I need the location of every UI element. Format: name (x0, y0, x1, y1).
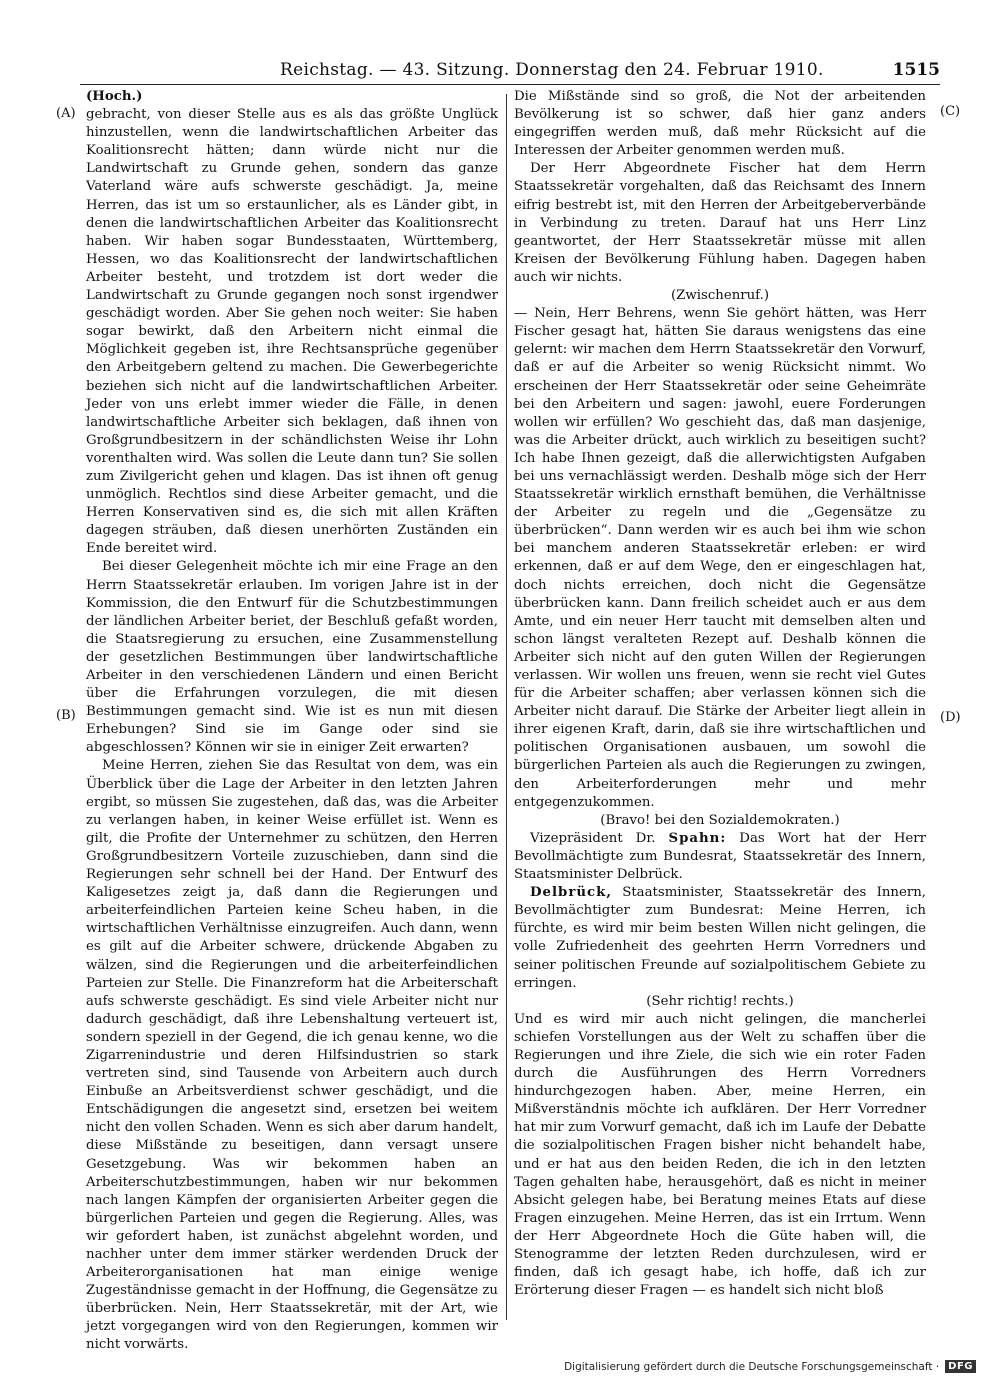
delbrueck-statement (514, 884, 926, 993)
left-paragraph-2: Bei dieser Gelegenheit möchte ich mir eine Frage an den Herrn Staatssekretär erlauben. Im vorigen Jahre ist in der Kommission, die den Entwurf für die Schutzbestimmungen der ländlichen Arbeiter beriet, der Beschluß gefaßt worden, die Staatsregierung zu ersuchen, eine Zusammenstellung der gesetzlichen Bestimmungen über landwirtschaftliche Arbeiter in den verschiedenen Ländern und einen Bericht über die Erfahrungen vorzulegen, die mit diesen Bestimmungen gemacht sind. Wie ist es nun mit diesen Erhebungen? Sind sie im Gange oder sind sie abgeschlossen? Können wir sie in einiger Zeit erwarten? (86, 559, 498, 756)
margin-mark-a: (A) (56, 106, 76, 121)
column-divider (506, 94, 507, 1320)
margin-mark-c: (C) (940, 104, 961, 119)
right-paragraph-3: — Nein, Herr Behrens, wenn Sie gehört hätten, was Herr Fischer gesagt hat, hätten Sie daraus wenigstens das eine gelernt: wir machen dem Herrn Staatssekretär den Vorwurf, daß er auf die Arbeiter so wenig Rücksicht nimmt. Wo erscheinen der Herr Staatssekretär oder seine Geheimräte bei den Arbeitern und sagen: jawohl, euere Forderungen wollen wir erfüllen? Wo geschieht das, daß man dasjenige, was die Arbeiter drückt, auch wirklich zu beseitigen sucht? Ich habe Ihnen gezeigt, daß die allerwichtigsten Aufgaben bei uns vernachlässigt werden. Deshalb möge sich der Herr Staatssekretär wirklich ernsthaft bemühen, die Verhältnisse der Arbeiter zu regeln und die „Gegensätze zu überbrücken“. Dann werden wir es auch bei ihm wie schon bei manchem anderen Staatssekretär erleben: er wird erkennen, daß er auf dem Wege, den er eingeschlagen hat, doch nichts erreichen, doch nicht die Gegensätze überbrücken kann. Dann freilich scheidet auch er aus dem Amte, und ein neuer Herr taucht mit demselben alten und schon längst veralteten Rezept auf. Deshalb können die Arbeiter sich nicht auf den guten Willen der Regierungen verlassen. Wir wollen uns freuen, wenn sie recht viel Gutes für die Arbeiter schaffen; aber verlassen können sich die Arbeiter nicht darauf. Die Stärke der Arbeiter liegt allein in ihrer eigenen Kraft, darin, daß sie ihre wirtschaftlichen und politischen Organisationen ausbauen, um sowohl die bürgerlichen Parteien als auch die Regierungen zu zwingen, den Arbeiterforderungen mehr und mehr entgegenzukommen. (514, 306, 926, 810)
right-paragraph-2: Der Herr Abgeordnete Fischer hat dem Herrn Staatssekretär vorgehalten, daß das Reichsamt des Innern eifrig bestrebt ist, mit den Herren der Arbeitgeberverbände in Verbindung zu treten. Darauf hat uns Herr Linz geantwortet, der Herr Staatssekretär müsse mit allen Kreisen der Bevölkerung Fühlung haben. Dagegen haben auch wir nichts. (514, 161, 926, 285)
dfg-logo-icon: DFG (945, 1360, 976, 1373)
right-column (514, 88, 926, 1300)
vp-text: Das Wort hat der Herr Bevollmächtigte zum Bundesrat, Staatssekretär des Innern, Staatsminister Delbrück. (514, 830, 927, 883)
left-paragraph-3: Meine Herren, ziehen Sie das Resultat von dem, was ein Überblick über die Lage der Arbeiter in den letzten Jahren ergibt, so müssen Sie zugestehen, daß das, was die Arbeiter zu verlangen haben, in keiner Weise erfüllet ist. Wenn es gilt, die Profite der Unternehmer zu schützen, den Herren Großgrundbesitzern Vorteile zuzuschieben, dann sind die Regierungen sehr schnell bei der Hand. Der Entwurf des Kaligesetzes zeigt ja, daß dann die Regierungen und arbeiterfeindlichen Parteien keine Scheu haben, in die wirtschaftlichen Verhältnisse einzugreifen. Auch dann, wenn es gilt auf die Arbeiter schwere, drückende Abgaben zu wälzen, sind die Regierungen und die arbeiterfeindlichen Parteien zur Stelle. Die Finanzreform hat die Arbeiterschaft aufs schwerste geschädigt. Es sind viele Arbeiter nicht nur dadurch geschädigt, daß ihre Lebenshaltung verteuert ist, sondern speziell in der Gegend, die ich genau kenne, wo die Zigarrenindustrie und deren Hilfsindustrien so stark vertreten sind, sind Tausende von Arbeitern auch durch Einbuße an Arbeitsverdienst schwer geschädigt, und die Entschädigungen die angesetzt sind, ersetzen bei weitem nicht den vollen Schaden. Wenn es sich aber darum handelt, diese Mißstände zu beseitigen, dann versagt unsere Gesetzgebung. Was wir bekommen haben an Arbeiterschutzbestimmungen, haben wir nur bekommen nach langen Kämpfen der organisierten Arbeiter gegen die bürgerlichen Parteien und gegen die Regierung. Alles, was wir gefordert haben, ist zunächst abgelehnt worden, und nachher unter dem immer stärker werdenden Druck der Arbeiterorganisationen hat man einige wenige Zugeständnisse gemacht in der Hoffnung, die Gegensätze zu überbrücken. Nein, Herr Staatssekretär, mit der Art, wie jetzt vorgegangen wird von den Regierungen, kommen wir nicht vorwärts. (86, 758, 498, 1353)
digitization-footer (564, 1360, 976, 1373)
footer-text: Digitalisierung gefördert durch die Deutsche Forschungsgemeinschaft · (564, 1360, 940, 1373)
vp-title: Vizepräsident Dr. (530, 830, 656, 846)
page-header (80, 60, 940, 85)
speaker2-name: Delbrück, (530, 885, 612, 901)
interjection-bravo: (Bravo! bei den Sozialdemokraten.) (600, 812, 840, 828)
right-paragraph-1: Die Mißstände sind so groß, die Not der arbeitenden Bevölkerung ist so schwer, daß hier ganz anders eingegriffen werden muß, daß mehr Rücksicht auf die Interessen der Arbeiter genommen werden muß. (514, 89, 926, 159)
interjection-zwischenruf: (Zwischenruf.) (670, 288, 770, 304)
page-number: 1515 (892, 60, 940, 80)
speaker-tag: (Hoch.) (86, 89, 143, 104)
margin-mark-b: (B) (56, 708, 76, 723)
speaker2-text: Staatsminister, Staatssekretär des Innern, Bevollmächtigter zum Bundesrat: Meine Herren, ich fürchte, es wird mir beim besten Willen nicht gelingen, die volle Zufriedenheit des geehrten Herrn Vorredners und seiner politischen Freunde auf sozialpolitischem Gebiete zu erringen. (514, 885, 926, 991)
margin-mark-d: (D) (940, 710, 961, 725)
vice-president-statement (514, 830, 926, 884)
left-column (86, 88, 498, 1355)
right-paragraph-4: Und es wird mir auch nicht gelingen, die mancherlei schiefen Vorstellungen aus der Welt zu schaffen über die Regierungen und ihre Ziele, die sich wie ein roter Faden durch die Ausführungen des Herrn Vorredners hindurchgezogen haben. Aber, meine Herren, ein Mißverständnis möchte ich aufklären. Der Herr Vorredner hat mir zum Vorwurf gemacht, daß ich im Laufe der Debatte die sozialpolitischen Fragen bisher nicht behandelt habe, und er hat aus den beiden Reden, die ich in den letzten Tagen gehalten habe, herausgehört, daß es nicht in meiner Absicht gelegen habe, bei Beratung meines Etats auf diese Fragen einzugehen. Meine Herren, das ist ein Irrtum. Wenn der Herr Abgeordnete Hoch die Güte haben will, die Stenogramme der letzten Reden durchzulesen, wird er finden, daß ich gesagt habe, ich hoffe, daß ich zur Erörterung dieser Fragen — es handelt sich nicht bloß (514, 1011, 926, 1299)
left-paragraph-1: gebracht, von dieser Stelle aus es als das größte Unglück hinzustellen, wenn die landwirtschaftlichen Arbeiter das Koalitionsrecht hätten; dann würde nicht nur die Landwirtschaft zu Grunde gehen, sondern das ganze Vaterland wäre aufs schwerste geschädigt. Ja, meine Herren, das ist um so erstaunlicher, als es Länder gibt, in denen die landwirtschaftlichen Arbeiter das Koalitionsrecht haben. Wir haben sogar Bundesstaaten, Württemberg, Hessen, wo das Koalitionsrecht der landwirtschaftlichen Arbeiter besteht, und trotzdem ist dort weder die Landwirtschaft zu Grunde gegangen noch sonst irgendwer geschädigt worden. Aber Sie gehen noch weiter: Sie haben sogar bewirkt, daß den Arbeitern nicht einmal die Möglichkeit gegeben ist, ihre Rechtsansprüche gegenüber den Arbeitgebern geltend zu machen. Die Gewerbegerichte beziehen sich nicht auf die landwirtschaftlichen Arbeiter. Jeder von uns erlebt immer wieder die Fälle, in denen landwirtschaftliche Arbeiter sich beklagen, daß ihnen von Großgrundbesitzern in der schändlichsten Weise ihr Lohn vorenthalten wird. Was sollen die Leute dann tun? Sie sollen zum Zivilgericht gehen und klagen. Das ist ihnen oft genug unmöglich. Rechtlos sind diese Arbeiter gemacht, und die Herren Konservativen sind es, die sich mit allen Kräften dagegen sträuben, daß diesen unerhörten Zuständen ein Ende bereitet wird. (86, 107, 498, 557)
vp-name: Spahn: (668, 830, 727, 846)
running-head: Reichstag. — 43. Sitzung. Donnerstag den 24. Februar 1910. (280, 60, 824, 80)
interjection-sehr-richtig: (Sehr richtig! rechts.) (646, 993, 794, 1009)
